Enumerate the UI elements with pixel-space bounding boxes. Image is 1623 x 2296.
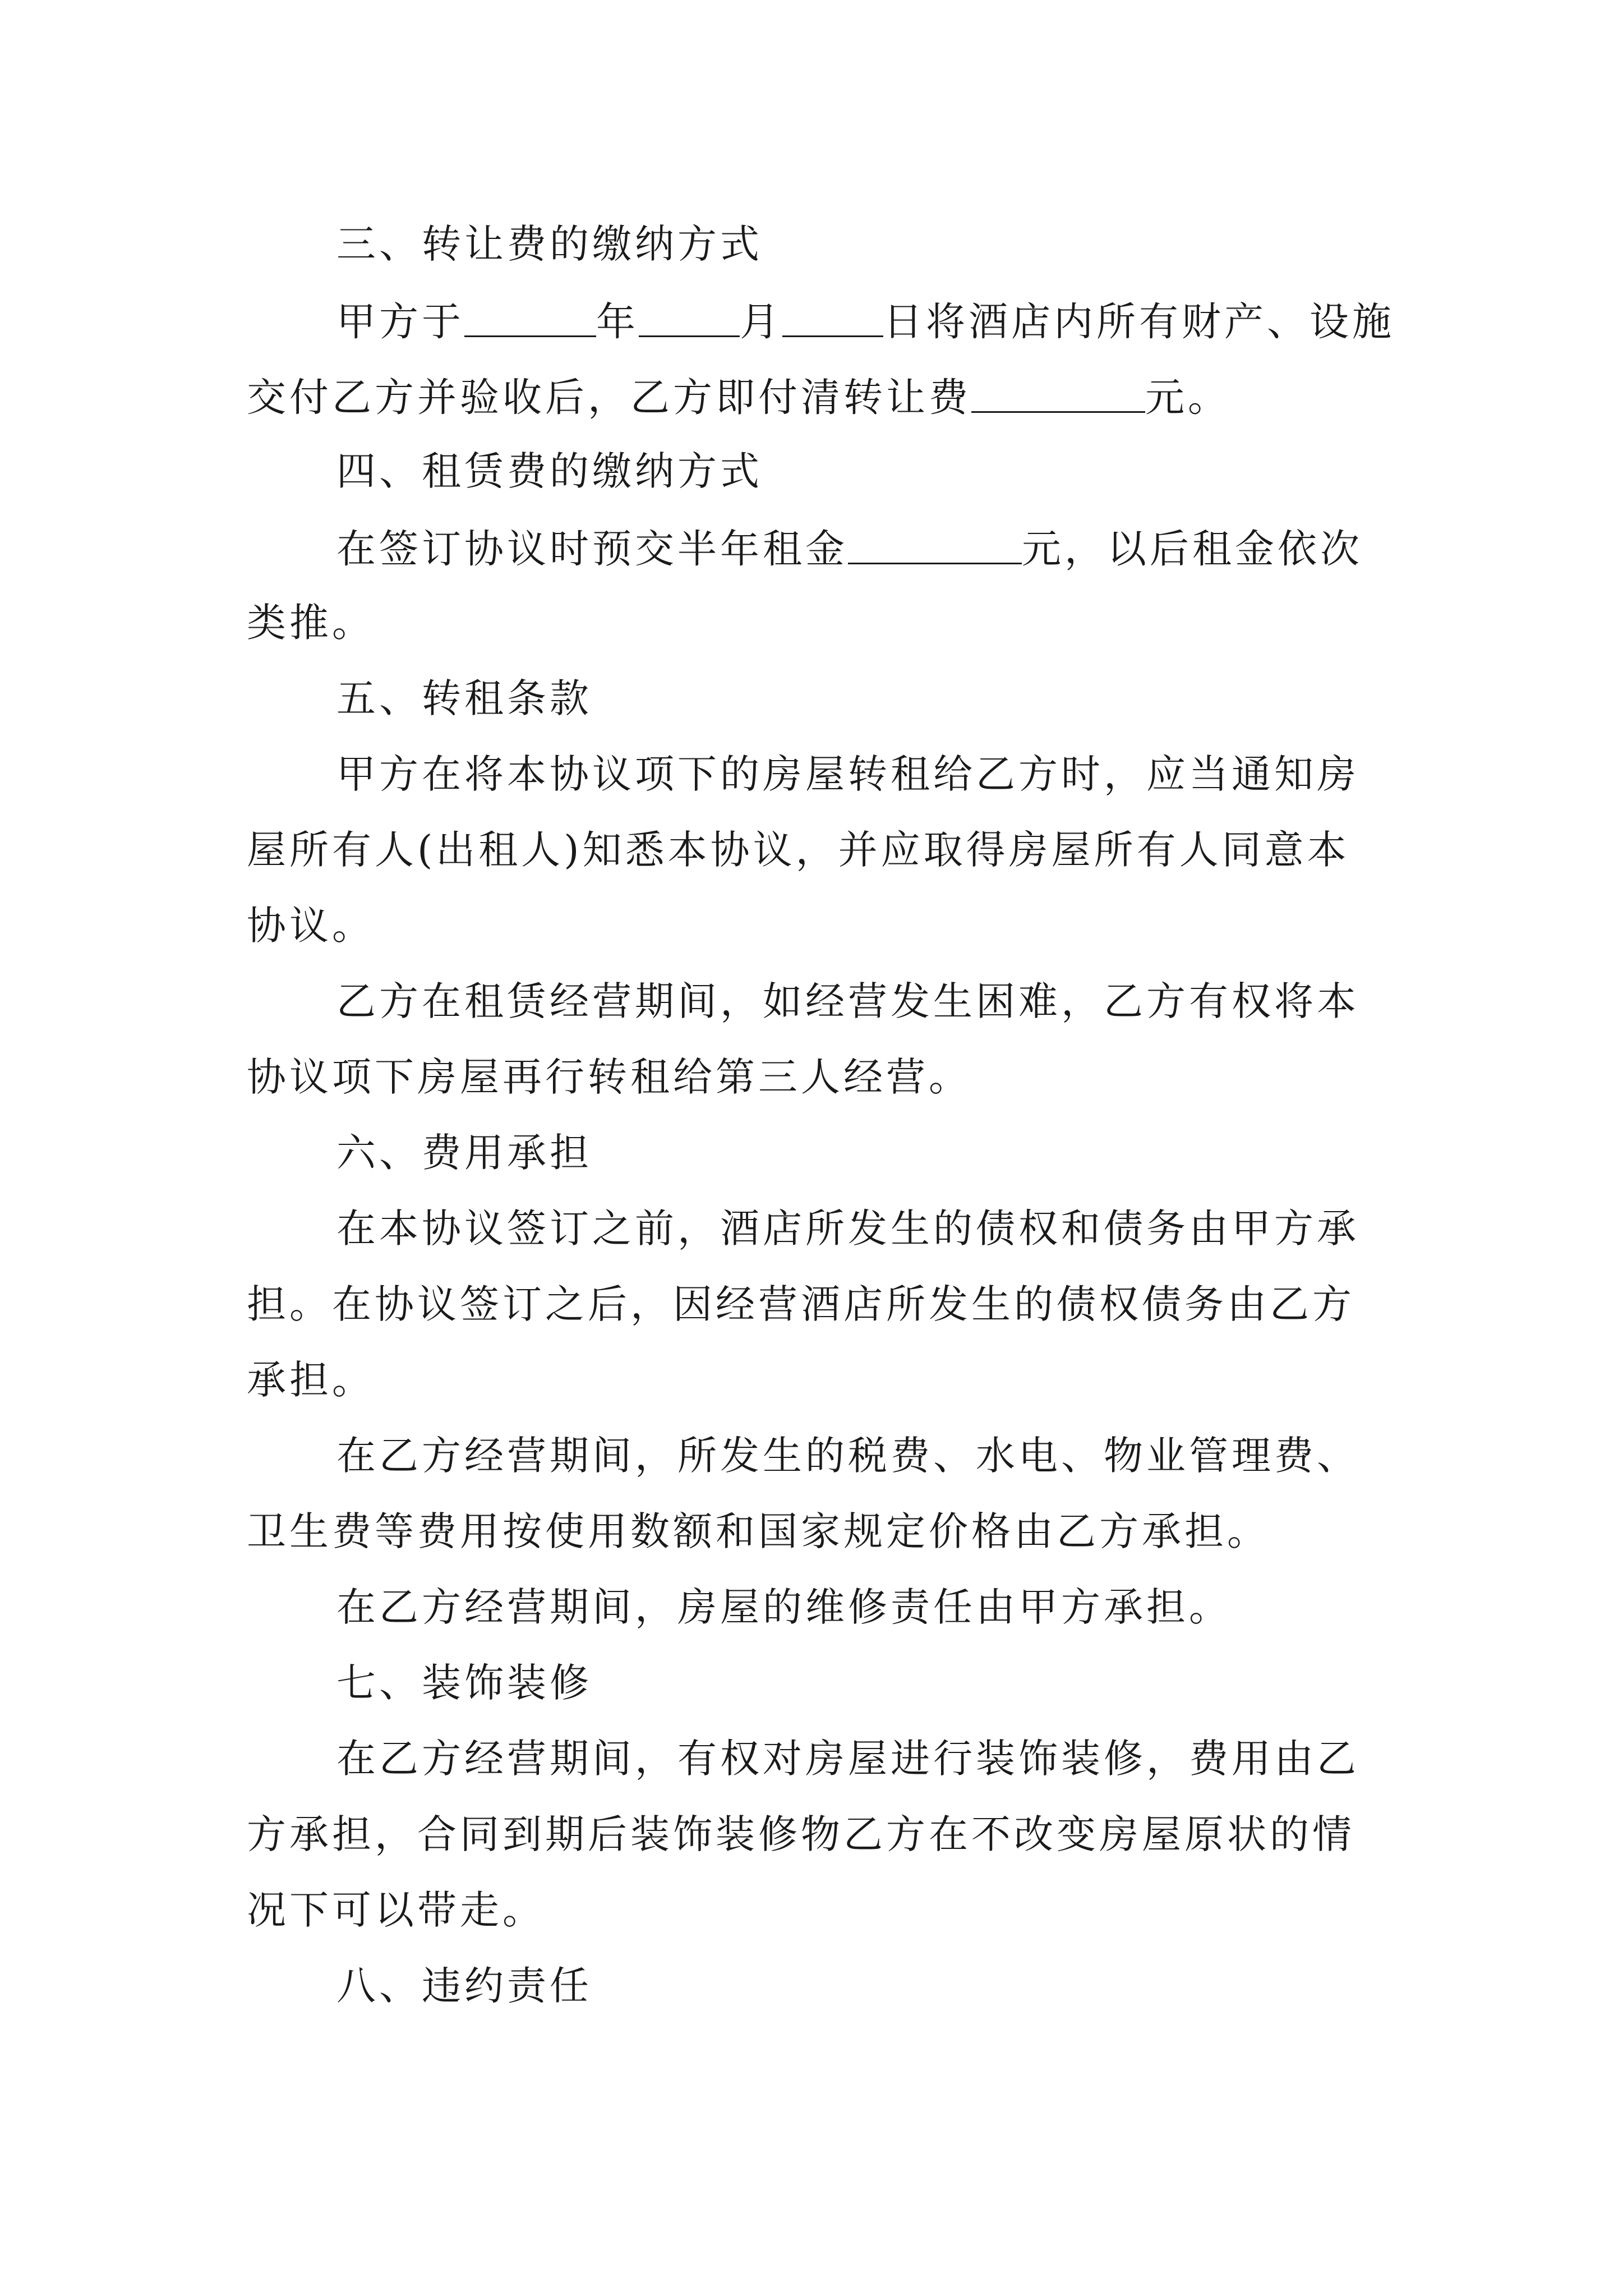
fill-blank xyxy=(639,300,740,337)
paragraph-line: 乙方在租赁经营期间，如经营发生困难，乙方有权将本 xyxy=(336,978,1359,1024)
paragraph-line xyxy=(336,526,1363,572)
paragraph-line xyxy=(336,298,1395,345)
paragraph-line: 卫生费等费用按使用数额和国家规定价格由乙方承担。 xyxy=(247,1508,1270,1554)
text-run: 在签订协议时预交半年租金 xyxy=(336,526,848,572)
paragraph-line xyxy=(247,374,1230,421)
paragraph-line: 方承担，合同到期后装饰装修物乙方在不改变房屋原状的情 xyxy=(247,1811,1355,1857)
paragraph-line: 协议项下房屋再行转租给第三人经营。 xyxy=(247,1054,971,1100)
text-run: 甲方于 xyxy=(336,298,464,345)
section-heading-4: 四、租赁费的缴纳方式 xyxy=(336,448,763,494)
section-heading-8: 八、违约责任 xyxy=(336,1963,592,2009)
paragraph-line: 承担。 xyxy=(247,1357,375,1403)
fill-blank xyxy=(464,300,596,337)
text-run: 月 xyxy=(740,298,782,345)
text-run: 元。 xyxy=(1145,374,1230,421)
section-heading-6: 六、费用承担 xyxy=(336,1130,592,1176)
section-heading-7: 七、装饰装修 xyxy=(336,1660,592,1706)
text-run: 日将酒店内所有财产、设施 xyxy=(883,298,1395,345)
paragraph-line: 在乙方经营期间，房屋的维修责任由甲方承担。 xyxy=(336,1584,1232,1630)
section-heading-3: 三、转让费的缴纳方式 xyxy=(336,221,763,267)
paragraph-line: 协议。 xyxy=(247,903,375,949)
paragraph-line: 况下可以带走。 xyxy=(247,1887,545,1933)
paragraph-line: 担。在协议签订之后，因经营酒店所发生的债权债务由乙方 xyxy=(247,1281,1355,1327)
fill-blank xyxy=(782,300,883,337)
section-heading-5: 五、转租条款 xyxy=(336,675,592,721)
paragraph-line: 甲方在将本协议项下的房屋转租给乙方时，应当通知房 xyxy=(336,751,1359,797)
paragraph-line: 屋所有人(出租人)知悉本协议，并应取得房屋所有人同意本 xyxy=(247,827,1350,873)
paragraph-line: 在本协议签订之前，酒店所发生的债权和债务由甲方承 xyxy=(336,1205,1359,1251)
paragraph-line: 在乙方经营期间，有权对房屋进行装饰装修，费用由乙 xyxy=(336,1736,1359,1782)
paragraph-line: 在乙方经营期间，所发生的税费、水电、物业管理费、 xyxy=(336,1433,1359,1479)
text-run: 元，以后租金依次 xyxy=(1022,526,1363,572)
text-run: 交付乙方并验收后，乙方即付清转让费 xyxy=(247,374,971,421)
paragraph-line: 类推。 xyxy=(247,600,375,646)
fill-blank xyxy=(848,527,1022,564)
text-run: 年 xyxy=(596,298,639,345)
fill-blank xyxy=(971,376,1145,413)
